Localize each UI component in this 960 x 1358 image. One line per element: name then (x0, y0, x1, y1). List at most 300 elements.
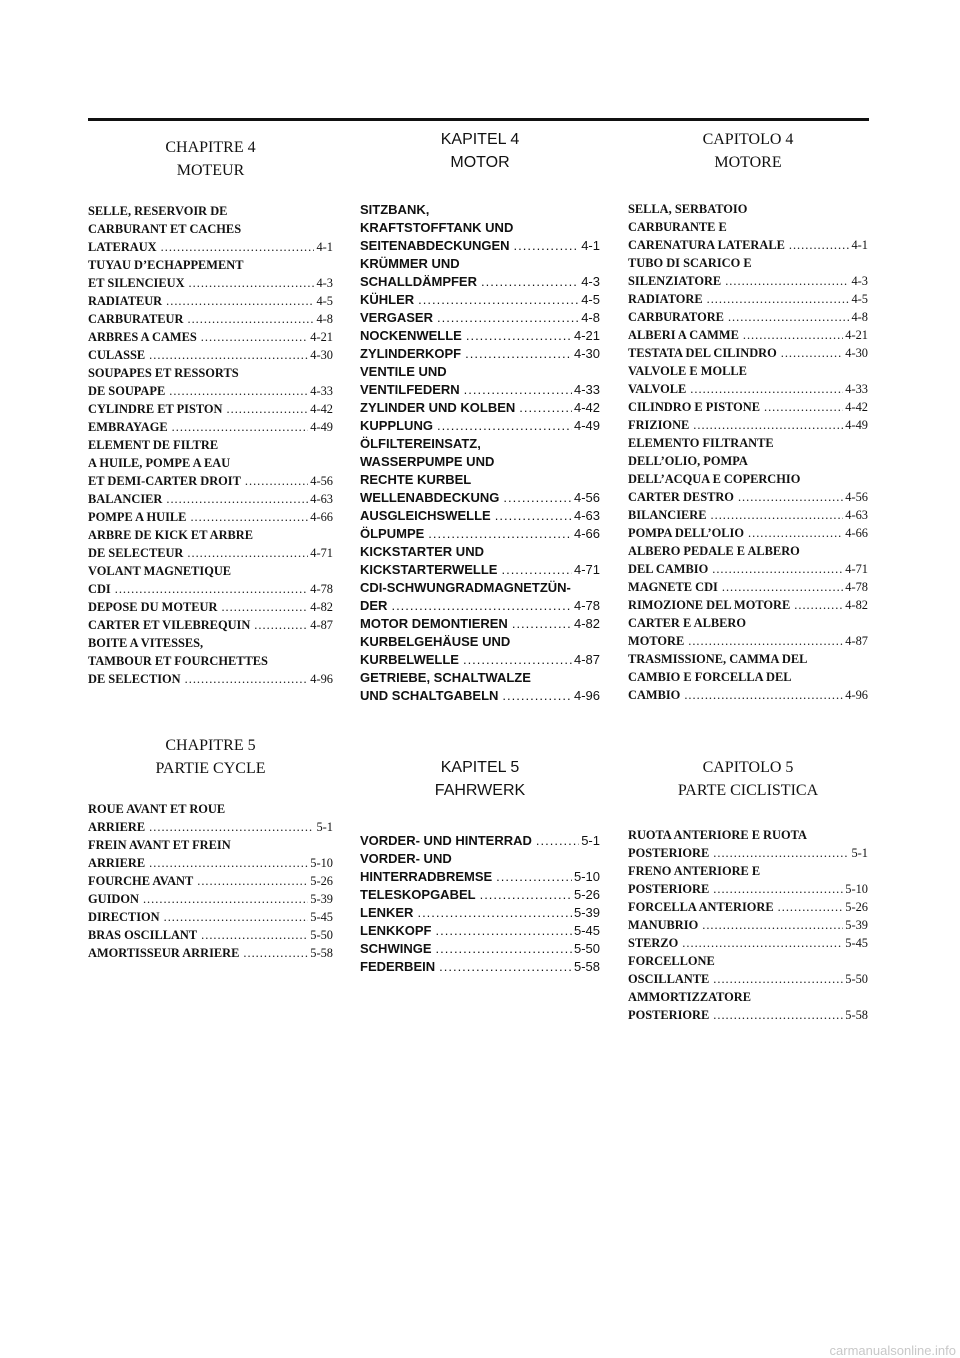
toc-entry[interactable] (88, 328, 333, 346)
dot-leader (254, 616, 308, 634)
dot-leader (169, 382, 308, 400)
toc-entry-title-lines: SOUPAPES ET RESSORTS (88, 366, 239, 381)
toc-entry-title-lines: FRENO ANTERIORE E (628, 864, 761, 879)
toc-entry-title-lines: KICKSTARTER UND (360, 544, 484, 560)
toc-entry-title: POMPA DELL’OLIO (628, 526, 745, 541)
toc-entry-line (88, 400, 333, 418)
toc-entry-title: POSTERIORE (628, 846, 710, 861)
page-number: 4-1 (316, 240, 333, 255)
toc-entry-line (88, 670, 333, 688)
page-number: 4-8 (581, 310, 600, 326)
toc-entry-title: GUIDON (88, 892, 139, 907)
dot-leader (794, 596, 843, 614)
toc-entry-title: DE SELECTION (88, 672, 181, 687)
page-number: 5-1 (316, 820, 333, 835)
page-number: 5-58 (310, 946, 333, 961)
toc-entry-line (360, 291, 600, 309)
toc-entry[interactable] (88, 616, 333, 634)
fr-chapter5-heading (88, 734, 333, 780)
toc-entry[interactable] (360, 958, 600, 976)
toc-entry-title: CARBURATORE (628, 310, 724, 325)
toc-entry-title: ARRIERE (88, 856, 146, 871)
toc-entry-title-lines: TUBO DI SCARICO E (628, 256, 752, 271)
toc-entry-title: CARBURATEUR (88, 312, 184, 327)
toc-entry-line (628, 272, 868, 290)
toc-entry-title: ALBERI A CAMME (628, 328, 739, 343)
toc-entry-title: AMORTISSEUR ARRIERE (88, 946, 240, 961)
page-number: 4-21 (573, 328, 600, 344)
toc-entry[interactable] (360, 399, 600, 417)
toc-entry[interactable] (360, 327, 600, 345)
toc-entry[interactable] (88, 908, 333, 926)
toc-entry[interactable] (628, 934, 868, 952)
toc-entry-line (628, 686, 868, 704)
toc-entry-line (88, 908, 333, 926)
it-chapter4-section (628, 128, 868, 704)
dot-leader (707, 290, 850, 308)
chapter-number: CHAPITRE 5 (165, 737, 256, 754)
watermark-footer: carmanualsonline.info (829, 1343, 956, 1358)
toc-entry-title: ZYLINDER UND KOLBEN (360, 400, 516, 416)
toc-entry[interactable] (360, 345, 600, 363)
toc-entry[interactable] (628, 524, 868, 542)
it-chapter5-heading (628, 756, 868, 802)
toc-entry-line (628, 398, 868, 416)
toc-entry-title-lines: VORDER- UND (360, 851, 452, 867)
toc-entry-line (360, 525, 600, 543)
toc-entry[interactable] (88, 490, 333, 508)
toc-entry[interactable] (88, 800, 333, 836)
toc-entry[interactable] (88, 346, 333, 364)
page-number: 5-10 (310, 856, 333, 871)
toc-entry-line (360, 597, 600, 615)
toc-entry[interactable] (88, 926, 333, 944)
toc-entry-line (628, 416, 868, 434)
it-chapter4-toc (628, 200, 868, 704)
toc-entry-line (88, 616, 333, 634)
toc-entry[interactable] (360, 615, 600, 633)
toc-entry-line (360, 489, 600, 507)
dot-leader (536, 832, 579, 850)
toc-entry[interactable] (360, 832, 600, 850)
dot-leader (748, 524, 843, 542)
dot-leader (227, 400, 309, 418)
chapter-title: PARTE CICLISTICA (677, 782, 819, 800)
dot-leader (519, 399, 572, 417)
chapter-number: KAPITEL 5 (440, 759, 520, 776)
toc-entry[interactable] (628, 542, 868, 578)
dot-leader (464, 381, 572, 399)
toc-entry[interactable] (88, 890, 333, 908)
dot-leader (463, 651, 572, 669)
dot-leader (502, 687, 572, 705)
toc-entry-line (88, 346, 333, 364)
toc-entry-title: SILENZIATORE (628, 274, 722, 289)
page-number: 4-87 (845, 634, 868, 649)
toc-entry[interactable] (360, 904, 600, 922)
toc-entry-title-lines: VOLANT MAGNETIQUE (88, 564, 232, 579)
toc-entry-line (628, 970, 868, 988)
page-number: 5-39 (845, 918, 868, 933)
toc-entry-title: DEPOSE DU MOTEUR (88, 600, 218, 615)
toc-entry[interactable] (88, 364, 333, 400)
dot-leader (187, 310, 314, 328)
toc-entry[interactable] (360, 417, 600, 435)
toc-entry[interactable] (360, 633, 600, 669)
page-number: 4-21 (845, 328, 868, 343)
toc-entry-title-lines: ÖLFILTEREINSATZ, WASSERPUMPE UND RECHTE KURBEL (360, 436, 495, 488)
de-chapter5-heading (360, 756, 600, 802)
page-number: 4-71 (845, 562, 868, 577)
toc-entry-title-lines: ELEMENT DE FILTRE A HUILE, POMPE A EAU (88, 438, 231, 471)
toc-entry-title: LATERAUX (88, 240, 157, 255)
toc-entry-line (360, 940, 600, 958)
toc-entry-title-lines: VENTILE UND (360, 364, 447, 380)
toc-entry-line (360, 399, 600, 417)
page-number: 4-30 (310, 348, 333, 363)
toc-entry-title: ARBRES A CAMES (88, 330, 197, 345)
toc-entry[interactable] (88, 418, 333, 436)
page-number: 4-1 (581, 238, 600, 254)
dot-leader (514, 237, 580, 255)
chapter-title: MOTORE (714, 154, 782, 172)
toc-entry-title-lines: ELEMENTO FILTRANTE DELL’OLIO, POMPA DELL’ACQUA E COPERCHIO (628, 436, 801, 487)
toc-entry[interactable] (88, 634, 333, 688)
dot-leader (161, 238, 315, 256)
toc-entry-line (88, 580, 333, 598)
toc-entry-line (88, 238, 333, 256)
toc-entry[interactable] (628, 344, 868, 362)
toc-entry[interactable] (628, 898, 868, 916)
toc-entry-title-lines: CARTER E ALBERO (628, 616, 746, 631)
dot-leader (437, 417, 572, 435)
toc-entry-title: SCHWINGE (360, 941, 432, 957)
toc-entry[interactable] (360, 940, 600, 958)
chapter-number: CAPITOLO 5 (702, 759, 794, 776)
toc-entry-line (360, 615, 600, 633)
toc-entry-title: UND SCHALTGABELN (360, 688, 499, 704)
dot-leader (682, 934, 843, 952)
dot-leader (201, 926, 308, 944)
toc-entry[interactable] (628, 506, 868, 524)
fr-chapter4-section (88, 136, 333, 688)
toc-entry-title: ÖLPUMPE (360, 526, 425, 542)
dot-leader (496, 868, 572, 886)
toc-entry[interactable] (88, 256, 333, 292)
dot-leader (711, 506, 844, 524)
toc-entry-title: DE SOUPAPE (88, 384, 166, 399)
toc-entry[interactable] (360, 886, 600, 904)
toc-entry-title: KICKSTARTERWELLE (360, 562, 498, 578)
de-chapter4-heading (360, 128, 600, 174)
toc-entry[interactable] (360, 435, 600, 507)
toc-entry-title: ET SILENCIEUX (88, 276, 185, 291)
page-number: 4-3 (581, 274, 600, 290)
toc-entry[interactable] (88, 836, 333, 872)
page-number: 4-78 (573, 598, 600, 614)
toc-entry[interactable] (628, 952, 868, 988)
toc-entry-title: TESTATA DEL CILINDRO (628, 346, 777, 361)
chapter-title: MOTEUR (176, 162, 245, 180)
toc-entry-title: CULASSE (88, 348, 146, 363)
page-number: 4-8 (316, 312, 333, 327)
toc-entry[interactable] (628, 290, 868, 308)
page-number: 4-49 (310, 420, 333, 435)
toc-entry-title: FRIZIONE (628, 418, 690, 433)
toc-entry-title: LENKER (360, 905, 414, 921)
toc-entry[interactable] (360, 255, 600, 291)
toc-entry-title: VORDER- UND HINTERRAD (360, 833, 532, 849)
dot-leader (684, 686, 843, 704)
toc-entry-line (360, 417, 600, 435)
dot-leader (781, 344, 844, 362)
fr-chapter4-toc (88, 202, 333, 688)
toc-entry-title-lines: ALBERO PEDALE E ALBERO (628, 544, 800, 559)
page-number: 4-66 (573, 526, 600, 542)
toc-entry[interactable] (88, 508, 333, 526)
toc-entry-title: BALANCIER (88, 492, 163, 507)
dot-leader (439, 958, 572, 976)
page-number: 4-71 (310, 546, 333, 561)
page-number: 4-82 (310, 600, 333, 615)
page-number: 4-78 (310, 582, 333, 597)
toc-entry-line (88, 944, 333, 962)
page-number: 4-66 (310, 510, 333, 525)
page-number: 4-82 (845, 598, 868, 613)
dot-leader (418, 291, 579, 309)
toc-entry[interactable] (628, 434, 868, 506)
dot-leader (789, 236, 850, 254)
toc-entry-title: BRAS OSCILLANT (88, 928, 198, 943)
toc-entry-line (88, 274, 333, 292)
toc-entry-line (628, 506, 868, 524)
toc-entry[interactable] (88, 400, 333, 418)
page-number: 5-26 (845, 900, 868, 915)
toc-entry[interactable] (628, 416, 868, 434)
toc-entry-title: FORCELLA ANTERIORE (628, 900, 774, 915)
toc-entry-line (628, 308, 868, 326)
toc-entry-line (628, 236, 868, 254)
toc-entry[interactable] (360, 579, 600, 615)
toc-entry-line (88, 508, 333, 526)
toc-entry-title: ARRIERE (88, 820, 146, 835)
fr-chapter5-toc (88, 800, 333, 962)
chapter-number: CHAPITRE 4 (165, 139, 256, 156)
toc-entry[interactable] (628, 826, 868, 862)
toc-entry-title: CARTER DESTRO (628, 490, 734, 505)
page-number: 5-58 (573, 959, 600, 975)
toc-entry[interactable] (628, 398, 868, 416)
toc-entry[interactable] (88, 202, 333, 256)
dot-leader (417, 904, 572, 922)
toc-entry-title: BILANCIERE (628, 508, 707, 523)
toc-entry-line (628, 344, 868, 362)
chapter-title: MOTOR (450, 154, 510, 172)
toc-entry-title-lines: GETRIEBE, SCHALTWALZE (360, 670, 531, 686)
toc-entry[interactable] (88, 310, 333, 328)
page-number: 4-1 (851, 238, 868, 253)
page-number: 4-42 (845, 400, 868, 415)
toc-entry-line (628, 290, 868, 308)
page-number: 4-30 (573, 346, 600, 362)
dot-leader (764, 398, 843, 416)
dot-leader (187, 544, 308, 562)
dot-leader (693, 416, 843, 434)
toc-entry-line (360, 687, 600, 705)
dot-leader (190, 508, 308, 526)
toc-entry-title: SEITENABDECKUNGEN (360, 238, 510, 254)
toc-entry-title-lines: SITZBANK, KRAFTSTOFFTANK UND (360, 202, 514, 236)
toc-entry[interactable] (360, 309, 600, 327)
toc-entry-line (88, 328, 333, 346)
toc-entry[interactable] (88, 598, 333, 616)
page-number: 5-1 (851, 846, 868, 861)
dot-leader (738, 488, 843, 506)
toc-entry-title: VENTILFEDERN (360, 382, 460, 398)
toc-entry-line (88, 418, 333, 436)
de-chapter5-section (360, 756, 600, 976)
page-number: 4-56 (310, 474, 333, 489)
toc-entry[interactable] (88, 526, 333, 562)
toc-entry[interactable] (628, 200, 868, 254)
page-number: 4-30 (845, 346, 868, 361)
toc-entry-title-lines: ARBRE DE KICK ET ARBRE (88, 528, 254, 543)
dot-leader (501, 561, 572, 579)
toc-entry[interactable] (628, 254, 868, 290)
toc-entry[interactable] (88, 872, 333, 890)
dot-leader (481, 273, 579, 291)
page-number: 4-42 (573, 400, 600, 416)
toc-entry-line (628, 560, 868, 578)
toc-entry-title: MANUBRIO (628, 918, 699, 933)
it-chapter5-toc (628, 826, 868, 1024)
dot-leader (712, 560, 843, 578)
toc-entry[interactable] (628, 916, 868, 934)
toc-entry-line (360, 922, 600, 940)
toc-entry-title: NOCKENWELLE (360, 328, 462, 344)
dot-leader (713, 970, 843, 988)
toc-entry[interactable] (360, 363, 600, 399)
toc-entry[interactable] (628, 326, 868, 344)
toc-entry-line (360, 327, 600, 345)
toc-entry-line (360, 345, 600, 363)
chapter-number: KAPITEL 4 (440, 131, 520, 148)
it-chapter5-section (628, 756, 868, 1024)
toc-entry-title-lines: RUOTA ANTERIORE E RUOTA (628, 828, 807, 843)
page-number: 5-50 (310, 928, 333, 943)
toc-entry[interactable] (360, 669, 600, 705)
toc-entry[interactable] (628, 650, 868, 704)
page-number: 4-87 (310, 618, 333, 633)
toc-entry[interactable] (628, 308, 868, 326)
toc-entry-title: ZYLINDERKOPF (360, 346, 462, 362)
toc-entry-line (628, 898, 868, 916)
page-number: 4-96 (845, 688, 868, 703)
toc-entry-line (628, 326, 868, 344)
toc-entry-title: AUSGLEICHSWELLE (360, 508, 491, 524)
toc-entry[interactable] (360, 922, 600, 940)
page-number: 5-58 (845, 1008, 868, 1023)
dot-leader (172, 418, 309, 436)
dot-leader (166, 490, 308, 508)
toc-entry[interactable] (88, 292, 333, 310)
toc-entry-line (88, 890, 333, 908)
page-number: 4-49 (845, 418, 868, 433)
toc-entry-line (360, 507, 600, 525)
toc-entry[interactable] (360, 543, 600, 579)
dot-leader (221, 598, 308, 616)
toc-entry-title-lines: SELLA, SERBATOIO CARBURANTE E (628, 202, 748, 235)
toc-entry[interactable] (628, 862, 868, 898)
dot-leader (185, 670, 309, 688)
fr-chapter4-heading (88, 136, 333, 182)
toc-entry[interactable] (360, 507, 600, 525)
toc-entry-line (88, 872, 333, 890)
page-number: 5-26 (310, 874, 333, 889)
dot-leader (149, 854, 308, 872)
toc-entry-line (360, 309, 600, 327)
toc-entry-line (628, 880, 868, 898)
toc-entry[interactable] (628, 614, 868, 650)
page-number: 5-1 (581, 833, 600, 849)
dot-leader (465, 345, 572, 363)
toc-entry[interactable] (360, 850, 600, 886)
toc-entry-line (628, 578, 868, 596)
page-number: 5-10 (573, 869, 600, 885)
toc-entry[interactable] (628, 578, 868, 596)
toc-entry[interactable] (628, 988, 868, 1024)
page-number: 5-10 (845, 882, 868, 897)
page-number: 4-78 (845, 580, 868, 595)
dot-leader (743, 326, 843, 344)
toc-entry-line (88, 310, 333, 328)
toc-entry[interactable] (360, 201, 600, 255)
toc-entry-title: CDI (88, 582, 111, 597)
toc-entry-title: DE SELECTEUR (88, 546, 184, 561)
toc-entry[interactable] (88, 562, 333, 598)
page-number: 5-45 (573, 923, 600, 939)
toc-entry-line (628, 488, 868, 506)
dot-leader (722, 578, 843, 596)
page-number: 4-63 (573, 508, 600, 524)
page-number: 4-71 (573, 562, 600, 578)
toc-entry[interactable] (628, 362, 868, 398)
toc-entry-line (88, 490, 333, 508)
page-number: 5-26 (573, 887, 600, 903)
dot-leader (688, 632, 843, 650)
dot-leader (690, 380, 843, 398)
toc-entry-title: KURBELWELLE (360, 652, 459, 668)
dot-leader (201, 328, 308, 346)
toc-entry[interactable] (88, 436, 333, 490)
toc-entry-title: VERGASER (360, 310, 433, 326)
toc-entry[interactable] (360, 291, 600, 309)
toc-entry-title: STERZO (628, 936, 679, 951)
toc-entry[interactable] (628, 596, 868, 614)
toc-entry[interactable] (88, 944, 333, 962)
toc-entry-title-lines: KRÜMMER UND (360, 256, 460, 272)
toc-entry-title: OSCILLANTE (628, 972, 710, 987)
top-rule (88, 118, 869, 121)
toc-entry[interactable] (360, 525, 600, 543)
toc-entry-title: POSTERIORE (628, 1008, 710, 1023)
toc-entry-title: DER (360, 598, 388, 614)
dot-leader (391, 597, 572, 615)
toc-entry-line (88, 854, 333, 872)
fr-chapter5-section (88, 734, 333, 962)
page-number: 5-39 (573, 905, 600, 921)
dot-leader (189, 274, 315, 292)
